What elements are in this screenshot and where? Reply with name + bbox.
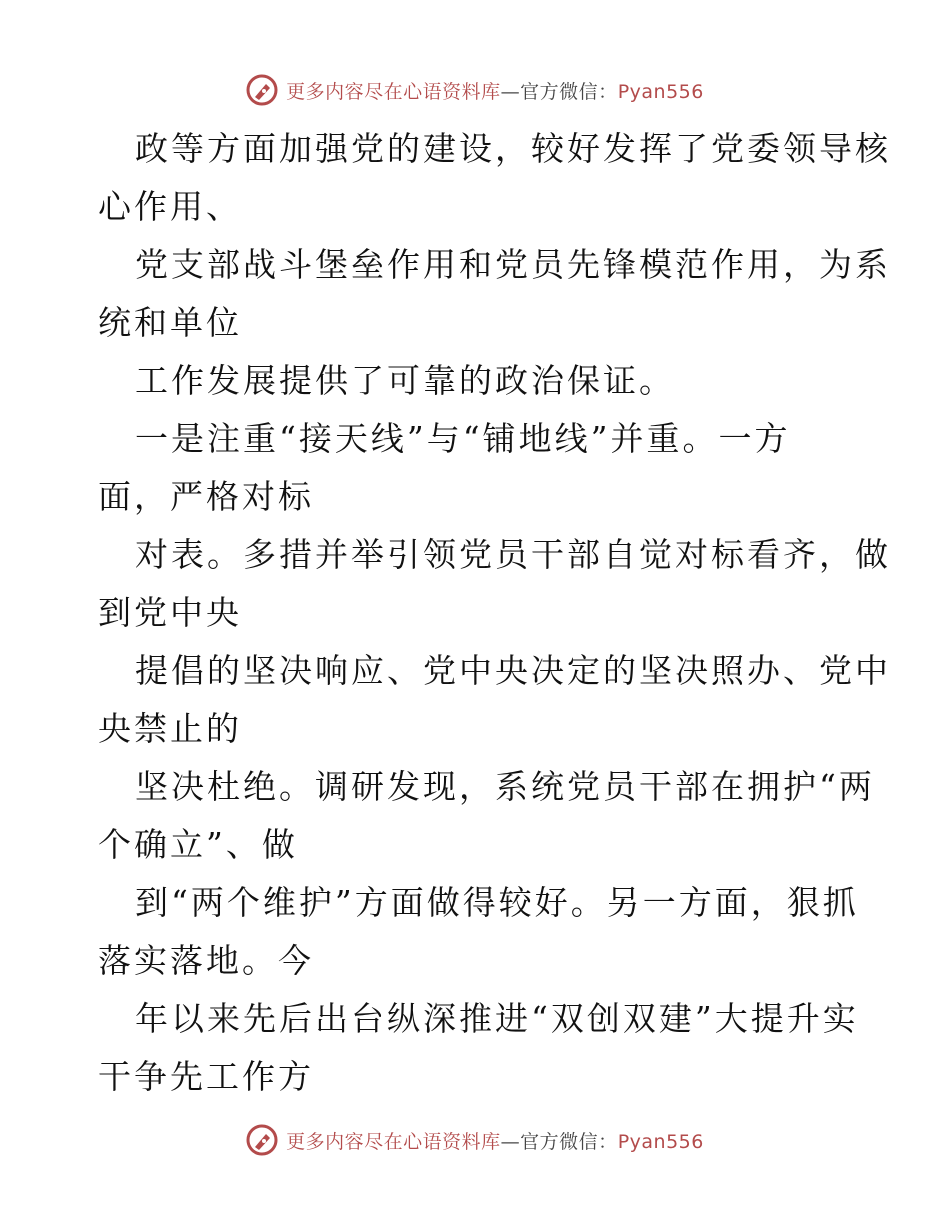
text-line: 工作发展提供了可靠的政治保证。 — [135, 361, 675, 400]
header-banner — [0, 70, 950, 110]
text-line: 年以来先后出台纵深推进“双创双建”大提升实 — [135, 999, 859, 1038]
text-line: 面，严格对标 — [98, 477, 314, 516]
text-line: 央禁止的 — [98, 709, 242, 748]
text-line: 到党中央 — [98, 593, 242, 632]
text-line: 落实落地。今 — [98, 941, 314, 980]
banner-wechat-label: —官方微信： — [500, 1130, 618, 1153]
text-line: 统和单位 — [98, 303, 242, 342]
document-body — [98, 120, 891, 1106]
text-line: 一是注重“接天线”与“铺地线”并重。一方 — [135, 419, 791, 458]
banner-wechat-id: Pyan556 — [617, 80, 704, 103]
text-line: 到“两个维护”方面做得较好。另一方面，狠抓 — [135, 883, 859, 922]
text-line: 对表。多措并举引领党员干部自觉对标看齐，做 — [135, 535, 891, 574]
pen-nib-logo-icon — [246, 74, 278, 106]
text-line: 个确立”、做 — [98, 825, 298, 864]
header-banner-text — [286, 77, 704, 104]
text-line: 心作用、 — [98, 187, 242, 226]
footer-banner — [0, 1120, 950, 1160]
banner-wechat-label: —官方微信： — [500, 80, 618, 103]
text-line: 党支部战斗堡垒作用和党员先锋模范作用，为系 — [135, 245, 891, 284]
footer-banner-text — [286, 1127, 704, 1154]
text-line: 干争先工作方 — [98, 1057, 314, 1096]
banner-library-name: 更多内容尽在心语资料库 — [286, 80, 501, 103]
banner-wechat-id: Pyan556 — [617, 1130, 704, 1153]
text-line: 坚决杜绝。调研发现，系统党员干部在拥护“两 — [135, 767, 875, 806]
text-line: 提倡的坚决响应、党中央决定的坚决照办、党中 — [135, 651, 891, 690]
text-line: 政等方面加强党的建设，较好发挥了党委领导核 — [135, 129, 891, 168]
pen-nib-logo-icon — [246, 1124, 278, 1156]
banner-library-name: 更多内容尽在心语资料库 — [286, 1130, 501, 1153]
